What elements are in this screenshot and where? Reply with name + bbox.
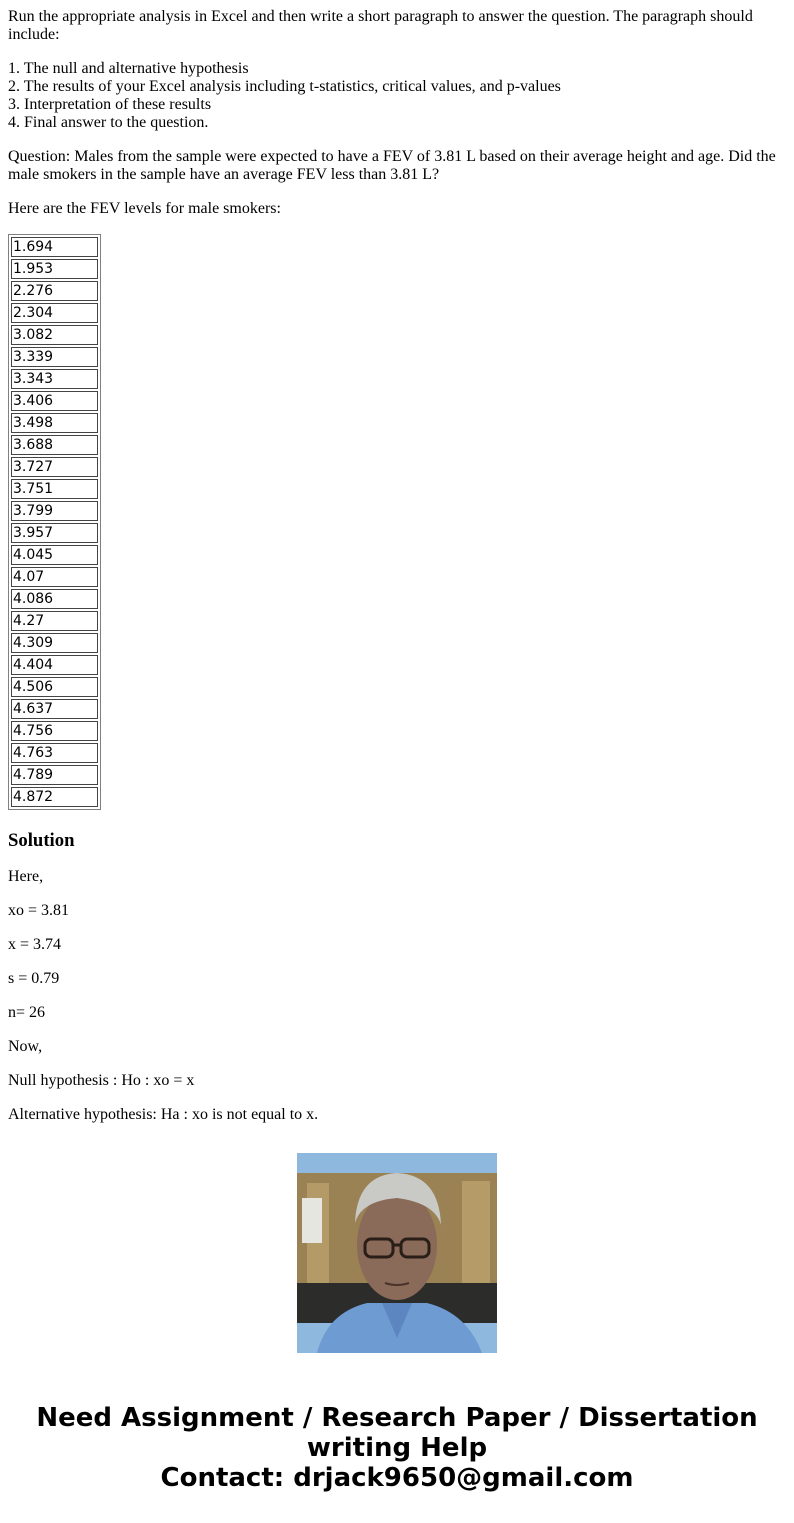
table-cell: 4.404: [11, 655, 98, 675]
table-row: [11, 721, 98, 741]
table-row: [11, 237, 98, 257]
solution-section: [8, 830, 786, 1130]
table-cell: 4.756: [11, 721, 98, 741]
table-cell: 3.727: [11, 457, 98, 477]
table-cell: 3.799: [11, 501, 98, 521]
table-row: [11, 369, 98, 389]
table-cell: 3.498: [11, 413, 98, 433]
table-row: [11, 281, 98, 301]
table-row: [11, 259, 98, 279]
solution-line: Here,: [8, 868, 44, 885]
data-intro-text: Here are the FEV levels for male smokers:: [8, 200, 281, 217]
table-cell: 1.694: [11, 237, 98, 257]
requirement-item: 4. Final answer to the question.: [8, 114, 209, 131]
portrait-photo-icon: [297, 1153, 497, 1353]
table-cell: 2.304: [11, 303, 98, 323]
table-cell: 4.309: [11, 633, 98, 653]
fev-table: [8, 234, 101, 810]
table-cell: 4.872: [11, 787, 98, 807]
requirement-item: 1. The null and alternative hypothesis: [8, 60, 249, 77]
table-row: [11, 567, 98, 587]
requirements-list: [8, 60, 786, 132]
table-row: [11, 523, 98, 543]
table-row: [11, 787, 98, 807]
table-row: [11, 435, 98, 455]
requirement-item: 2. The results of your Excel analysis including t-statistics, critical values, and p-values: [8, 78, 561, 95]
table-row: [11, 479, 98, 499]
table-cell: 3.339: [11, 347, 98, 367]
solution-line: Now,: [8, 1038, 43, 1055]
table-cell: 4.045: [11, 545, 98, 565]
question-text: Question: Males from the sample were expected to have a FEV of 3.81 L based on their average height and age. Did the male smokers in the sample have an average FEV less than 3.81 L?: [8, 148, 776, 183]
table-cell: 2.276: [11, 281, 98, 301]
solution-line: Null hypothesis : Ho : xo = x: [8, 1072, 195, 1089]
promo-contact: Contact: drjack9650@gmail.com: [160, 1463, 634, 1493]
requirement-item: 3. Interpretation of these results: [8, 96, 212, 113]
table-cell: 4.07: [11, 567, 98, 587]
promo-line-1: Need Assignment / Research Paper / Dissertation: [36, 1403, 758, 1433]
table-row: [11, 413, 98, 433]
table-row: [11, 699, 98, 719]
table-cell: 3.082: [11, 325, 98, 345]
table-cell: 4.086: [11, 589, 98, 609]
table-cell: 4.763: [11, 743, 98, 763]
solution-line: s = 0.79: [8, 970, 60, 987]
table-cell: 4.637: [11, 699, 98, 719]
table-row: [11, 303, 98, 323]
table-row: [11, 743, 98, 763]
table-row: [11, 765, 98, 785]
solution-heading: Solution: [8, 830, 75, 851]
table-cell: 3.343: [11, 369, 98, 389]
table-row: [11, 677, 98, 697]
author-avatar: [297, 1153, 497, 1353]
table-cell: 1.953: [11, 259, 98, 279]
solution-line: n= 26: [8, 1004, 46, 1021]
table-cell: 3.406: [11, 391, 98, 411]
solution-line: xo = 3.81: [8, 902, 70, 919]
table-cell: 3.751: [11, 479, 98, 499]
table-cell: 4.789: [11, 765, 98, 785]
table-row: [11, 325, 98, 345]
table-cell: 4.506: [11, 677, 98, 697]
table-row: [11, 347, 98, 367]
table-cell: 3.957: [11, 523, 98, 543]
table-cell: 3.688: [11, 435, 98, 455]
table-row: [11, 589, 98, 609]
instructions-text: Run the appropriate analysis in Excel and then write a short paragraph to answer the question. The paragraph should include:: [8, 8, 753, 43]
solution-line: Alternative hypothesis: Ha : xo is not equal to x.: [8, 1106, 319, 1123]
promo-line-2: writing Help: [306, 1433, 488, 1463]
table-row: [11, 545, 98, 565]
promo-banner: [0, 1403, 794, 1493]
table-row: [11, 633, 98, 653]
table-row: [11, 391, 98, 411]
solution-line: x = 3.74: [8, 936, 62, 953]
table-row: [11, 501, 98, 521]
table-row: [11, 611, 98, 631]
table-row: [11, 457, 98, 477]
table-row: [11, 655, 98, 675]
table-cell: 4.27: [11, 611, 98, 631]
